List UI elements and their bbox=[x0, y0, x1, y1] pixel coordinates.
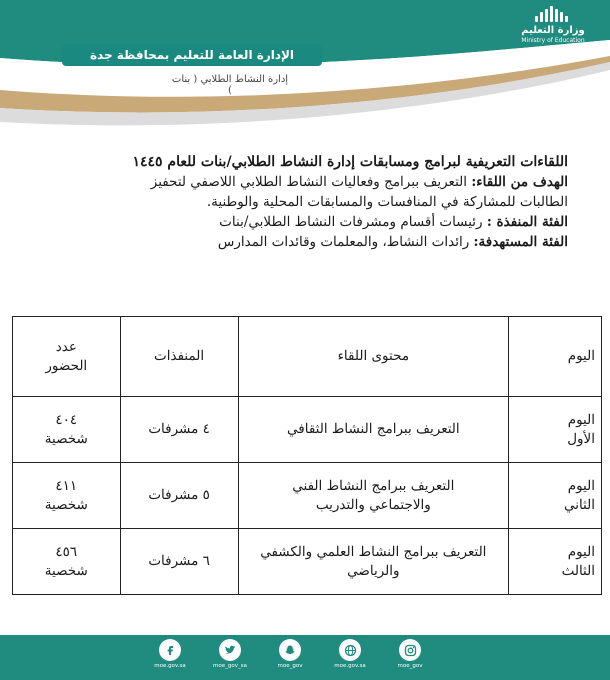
executing-text: رئيسات أقسام ومشرفات النشاط الطلابي/بنات bbox=[219, 214, 487, 230]
day-ordinal: الثاني bbox=[563, 496, 595, 513]
content-line: التعريف ببرامج النشاط الفني bbox=[292, 477, 455, 494]
attendance-unit: شخصية bbox=[44, 562, 88, 579]
day-cell bbox=[509, 463, 602, 529]
goal-text: التعريف ببرامج وفعاليات النشاط الطلابي اللاصفي لتحفيز bbox=[150, 174, 472, 190]
instagram-icon bbox=[399, 639, 421, 661]
ministry-name-ar: وزارة التعليم bbox=[521, 25, 585, 36]
day-cell bbox=[509, 529, 602, 595]
executing-group bbox=[60, 212, 568, 232]
social-link-website[interactable] bbox=[330, 639, 370, 669]
content-line: التعريف ببرامج النشاط العلمي والكشفي bbox=[260, 543, 487, 560]
snapchat-icon bbox=[279, 639, 301, 661]
goal-label: الهدف من اللقاء: bbox=[471, 174, 568, 190]
day-cell bbox=[509, 397, 602, 463]
target-text: رائدات النشاط، والمعلمات وقائدات المدارس bbox=[217, 234, 474, 250]
twitter-icon bbox=[219, 639, 241, 661]
ministry-logo bbox=[518, 2, 588, 52]
footer-bar bbox=[0, 635, 610, 680]
table-row bbox=[13, 529, 602, 595]
attendance-cell bbox=[13, 463, 121, 529]
header-content: محتوى اللقاء bbox=[238, 317, 508, 397]
content-line-2: والرياضي bbox=[347, 562, 400, 579]
target-group bbox=[60, 232, 568, 252]
header-attendance bbox=[13, 317, 121, 397]
social-handle: moe_gov_sa bbox=[213, 663, 247, 669]
executing-label: الفئة المنفذة : bbox=[486, 214, 568, 230]
outlets-cell: ٥ مشرفات bbox=[120, 463, 238, 529]
attendance-unit: شخصية bbox=[44, 430, 88, 447]
social-handle: moe.gov.sa bbox=[154, 663, 186, 669]
goal-line bbox=[60, 172, 568, 192]
day-label: اليوم bbox=[567, 411, 595, 428]
day-ordinal: الأول bbox=[567, 430, 595, 447]
table-row bbox=[13, 397, 602, 463]
facebook-icon bbox=[159, 639, 181, 661]
social-links bbox=[150, 639, 430, 669]
ministry-logo-icon bbox=[533, 2, 573, 24]
attendance-cell bbox=[13, 397, 121, 463]
sub-department: إدارة النشاط الطلابي ( بنات ) bbox=[171, 74, 289, 96]
social-handle: moe_gov bbox=[277, 663, 303, 669]
social-link-facebook[interactable] bbox=[150, 639, 190, 669]
attendance-count: ٤٥٦ bbox=[55, 543, 78, 560]
day-label: اليوم bbox=[567, 477, 595, 494]
goal-line-2: الطالبات للمشاركة في المنافسات والمسابقات المحلية والوطنية. bbox=[206, 194, 568, 210]
content-cell bbox=[238, 529, 508, 595]
attendance-count: ٤٠٤ bbox=[55, 411, 78, 428]
outlets-cell: ٤ مشرفات bbox=[120, 397, 238, 463]
attendance-count: ٤١١ bbox=[55, 477, 78, 494]
attendance-unit: شخصية bbox=[44, 496, 88, 513]
social-handle: moe_gov bbox=[397, 663, 423, 669]
ministry-name-en: Ministry of Education bbox=[521, 37, 585, 44]
announcement-text bbox=[60, 152, 568, 252]
attendance-cell bbox=[13, 529, 121, 595]
schedule-table bbox=[12, 316, 602, 595]
content-cell bbox=[238, 463, 508, 529]
header-attendance-line1: عدد bbox=[55, 338, 77, 355]
social-handle: moe.gov.sa bbox=[334, 663, 366, 669]
content-cell bbox=[238, 397, 508, 463]
day-ordinal: الثالث bbox=[561, 562, 595, 579]
content-line-2: والاجتماعي والتدريب bbox=[315, 496, 431, 513]
website-icon bbox=[339, 639, 361, 661]
meeting-title: اللقاءات التعريفية لبرامج ومسابقات إدارة النشاط الطلابي/بنات للعام ١٤٤٥ bbox=[132, 154, 568, 170]
header-attendance-line2: الحضور bbox=[45, 357, 88, 374]
social-link-instagram[interactable] bbox=[390, 639, 430, 669]
table-header-row bbox=[13, 317, 602, 397]
target-label: الفئة المستهدفة: bbox=[473, 234, 568, 250]
social-link-twitter[interactable] bbox=[210, 639, 250, 669]
content-line: التعريف ببرامج النشاط الثقافي bbox=[287, 421, 460, 437]
department-banner: الإدارة العامة للتعليم بمحافظة جدة bbox=[62, 44, 322, 66]
table-row bbox=[13, 463, 602, 529]
outlets-cell: ٦ مشرفات bbox=[120, 529, 238, 595]
header-day: اليوم bbox=[509, 317, 602, 397]
day-label: اليوم bbox=[567, 543, 595, 560]
social-link-snapchat[interactable] bbox=[270, 639, 310, 669]
header-outlets: المنفذات bbox=[120, 317, 238, 397]
